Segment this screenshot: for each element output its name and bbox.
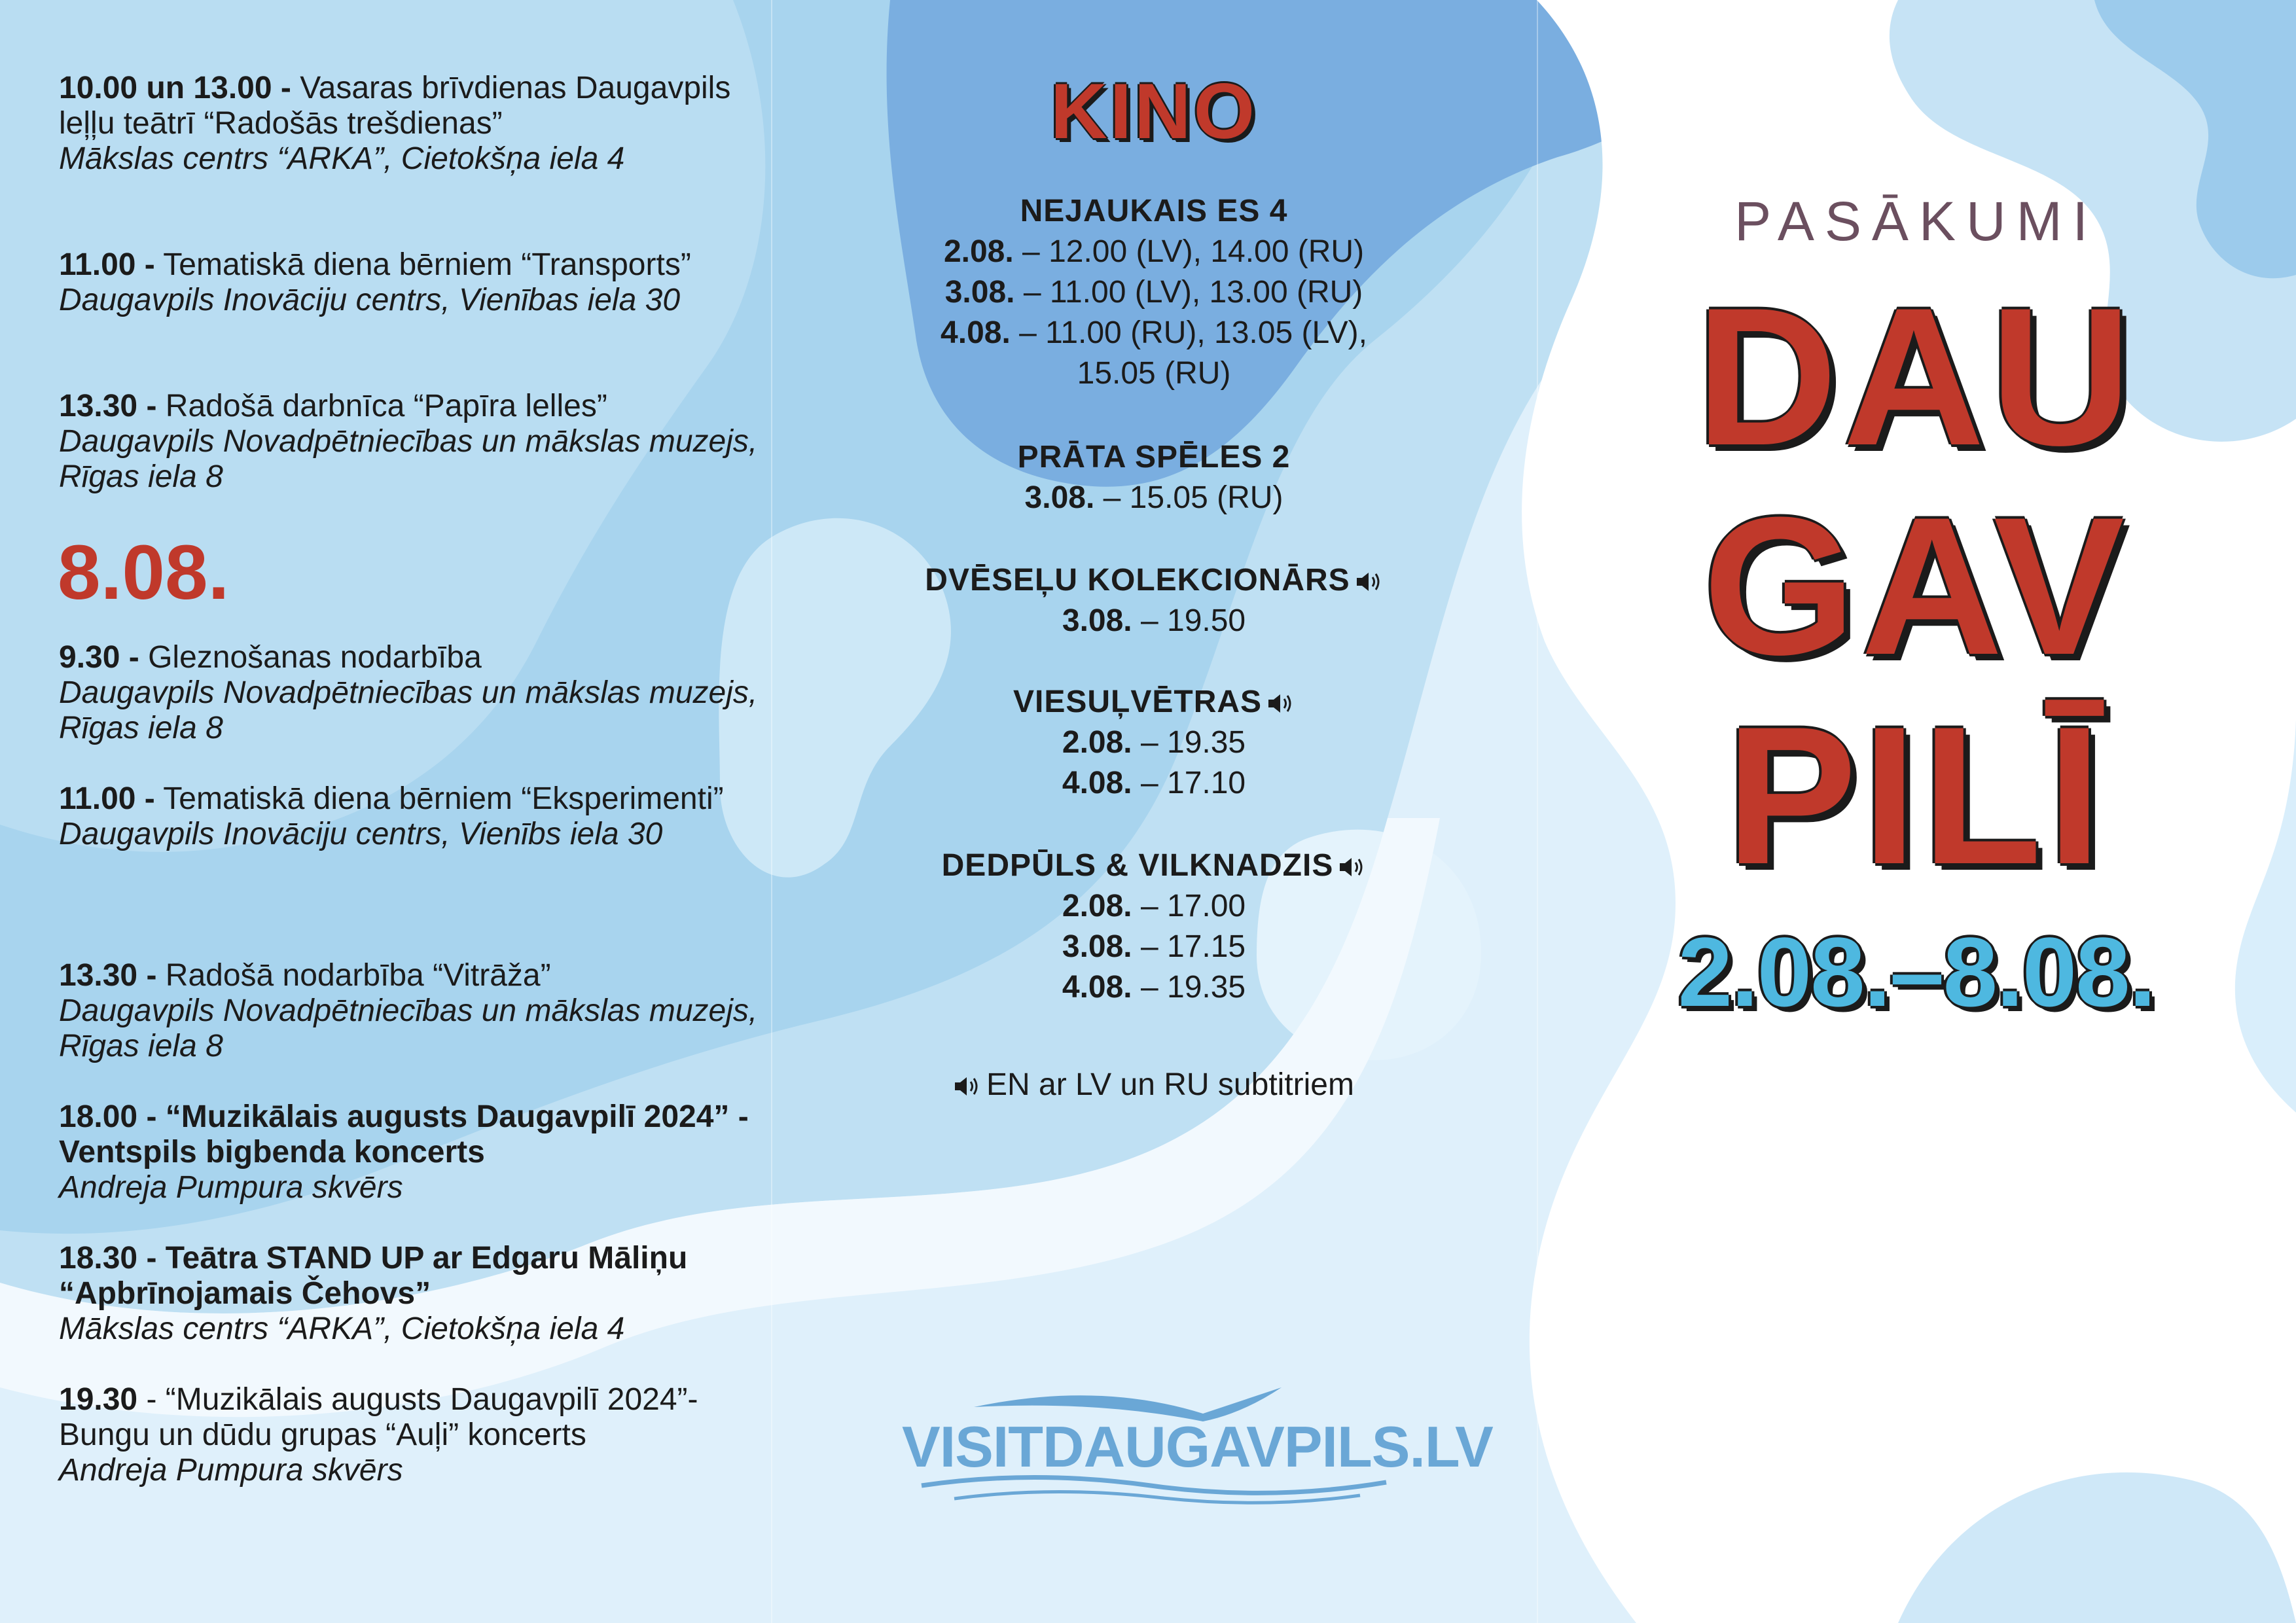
cover-title-line: DAU bbox=[1696, 266, 2137, 486]
event-time: 9.30 - bbox=[59, 640, 139, 675]
cover-date-range: 2.08.–8.08. bbox=[1677, 917, 2155, 1027]
event-place: Daugavpils Inovāciju centrs, Vienībs iela 30 bbox=[59, 817, 663, 851]
event-title: Radošā nodarbība “Vitrāža” bbox=[156, 958, 551, 993]
showtime-date: 2.08. bbox=[1062, 889, 1132, 923]
event-item bbox=[59, 958, 766, 1064]
left-panel bbox=[0, 0, 771, 1623]
showtime-times: – 11.00 (LV), 13.00 (RU) bbox=[1014, 275, 1363, 310]
showtime-date: 2.08. bbox=[943, 234, 1014, 269]
movie-block bbox=[771, 682, 1537, 804]
movie-title bbox=[771, 682, 1537, 722]
event-time: 18.00 - bbox=[59, 1099, 157, 1134]
movie-title-text: DVĒSEĻU KOLEKCIONĀRS bbox=[925, 563, 1350, 597]
showtime-times: – 19.35 bbox=[1132, 970, 1246, 1005]
movie-block bbox=[771, 191, 1537, 394]
movie-block bbox=[771, 437, 1537, 518]
event-time: 11.00 - bbox=[59, 247, 155, 282]
showtime-line bbox=[771, 478, 1537, 518]
event-place: Andreja Pumpura skvērs bbox=[59, 1453, 403, 1488]
event-place: Andreja Pumpura skvērs bbox=[59, 1170, 403, 1205]
event-place: Daugavpils Inovāciju centrs, Vienības iela 30 bbox=[59, 283, 681, 317]
cover-kicker: PASĀKUMI bbox=[1734, 190, 2098, 252]
movie-title-text: VIESUĻVĒTRAS bbox=[1013, 685, 1263, 719]
event-place: Daugavpils Novadpētniecības un mākslas muzejs, Rīgas iela 8 bbox=[59, 993, 758, 1063]
movie-title-text: DEDPŪLS & VILKNADZIS bbox=[941, 848, 1334, 883]
showtime-date: 3.08. bbox=[1024, 480, 1095, 515]
subtitle-note-text: EN ar LV un RU subtitriem bbox=[986, 1067, 1354, 1102]
subtitle-note bbox=[771, 1065, 1537, 1105]
event-item bbox=[59, 389, 766, 495]
showtime-date: 4.08. bbox=[941, 315, 1011, 350]
event-time: 11.00 - bbox=[59, 781, 155, 816]
event-title: - Teātra STAND UP ar Edgaru Māliņu “Apbrīnojamais Čehovs” bbox=[59, 1241, 688, 1311]
movie-title: NEJAUKAIS ES 4 bbox=[1020, 194, 1288, 228]
showtime-line bbox=[771, 272, 1537, 313]
event-item bbox=[59, 781, 766, 852]
kino-title: KINO bbox=[1050, 67, 1257, 155]
event-time: 13.30 - bbox=[59, 389, 157, 423]
speaker-icon bbox=[1267, 692, 1295, 715]
event-title: Vasaras brīvdienas Daugavpils leļļu teātrī “Radošās trešdienas” bbox=[59, 71, 731, 141]
showtime-line bbox=[771, 313, 1537, 353]
showtime-date: 4.08. bbox=[1062, 766, 1132, 800]
showtime-line bbox=[771, 232, 1537, 272]
showtime-times: – 11.00 (RU), 13.05 (LV), bbox=[1010, 315, 1367, 350]
showtime-date: 4.08. bbox=[1062, 970, 1132, 1005]
event-time: 19.30 bbox=[59, 1382, 138, 1417]
event-time: 18.30 bbox=[59, 1241, 138, 1275]
event-item bbox=[59, 640, 766, 746]
middle-panel bbox=[771, 0, 1537, 1623]
event-title: Tematiskā diena bērniem “Eksperimenti” bbox=[154, 781, 724, 816]
showtime-date: 3.08. bbox=[1062, 603, 1132, 638]
showtime-line bbox=[771, 927, 1537, 967]
movie-title bbox=[771, 560, 1537, 601]
showtime-times: – 19.35 bbox=[1132, 725, 1246, 760]
event-place: Mākslas centrs “ARKA”, Cietokšņa iela 4 bbox=[59, 141, 625, 176]
showtime-line bbox=[771, 967, 1537, 1008]
event-item bbox=[59, 247, 766, 318]
showtime-times: – 17.10 bbox=[1132, 766, 1246, 800]
showtime-line bbox=[771, 886, 1537, 927]
right-panel bbox=[1537, 0, 2296, 1623]
showtime-times: – 19.50 bbox=[1132, 603, 1246, 638]
event-item bbox=[59, 71, 766, 177]
showtime-times: – 17.00 bbox=[1132, 889, 1246, 923]
cover-title-line: PILĪ bbox=[1725, 685, 2108, 905]
showtime-times: – 15.05 (RU) bbox=[1094, 480, 1283, 515]
showtime-line bbox=[771, 763, 1537, 804]
movie-title: PRĀTA SPĒLES 2 bbox=[1017, 440, 1291, 474]
showtime-line bbox=[771, 722, 1537, 763]
showtime-times: – 17.15 bbox=[1132, 929, 1246, 964]
movie-title bbox=[771, 846, 1537, 886]
movie-block bbox=[771, 846, 1537, 1008]
event-title: Tematiskā diena bērniem “Transports” bbox=[154, 247, 691, 282]
event-place: Mākslas centrs “ARKA”, Cietokšņa iela 4 bbox=[59, 1311, 625, 1346]
visitdaugavpils-logo bbox=[902, 1387, 1493, 1505]
event-item bbox=[59, 1099, 766, 1205]
event-title: - “Muzikālais augusts Daugavpilī 2024”- Bungu un dūdu grupas “Auļi” koncerts bbox=[59, 1382, 698, 1452]
showtime-date: 3.08. bbox=[944, 275, 1015, 310]
logo-text: VISITDAUGAVPILS.LV bbox=[902, 1414, 1493, 1479]
cover-title-line: GAV bbox=[1703, 476, 2130, 696]
speaker-icon bbox=[954, 1075, 981, 1098]
event-time: 10.00 un 13.00 - bbox=[59, 71, 291, 105]
event-place: Daugavpils Novadpētniecības un mākslas muzejs, Rīgas iela 8 bbox=[59, 675, 758, 745]
showtime-times: – 12.00 (LV), 14.00 (RU) bbox=[1013, 234, 1365, 269]
showtime-date: 3.08. bbox=[1062, 929, 1132, 964]
showtime-times: 15.05 (RU) bbox=[1077, 356, 1231, 391]
event-item bbox=[59, 1382, 766, 1488]
showtime-line bbox=[771, 353, 1537, 394]
movie-block bbox=[771, 560, 1537, 641]
day-heading: 8.08. bbox=[58, 529, 230, 616]
speaker-icon bbox=[1355, 570, 1383, 594]
event-place: Daugavpils Novadpētniecības un mākslas muzejs, Rīgas iela 8 bbox=[59, 424, 758, 494]
event-title: “Muzikālais augusts Daugavpilī 2024” - Ventspils bigbenda koncerts bbox=[59, 1099, 749, 1169]
event-title: Radošā darbnīca “Papīra lelles” bbox=[156, 389, 607, 423]
event-item bbox=[59, 1241, 766, 1347]
speaker-icon bbox=[1338, 855, 1366, 879]
event-title: Gleznošanas nodarbība bbox=[139, 640, 482, 675]
showtime-line bbox=[771, 601, 1537, 641]
showtime-date: 2.08. bbox=[1062, 725, 1132, 760]
event-time: 13.30 - bbox=[59, 958, 157, 993]
